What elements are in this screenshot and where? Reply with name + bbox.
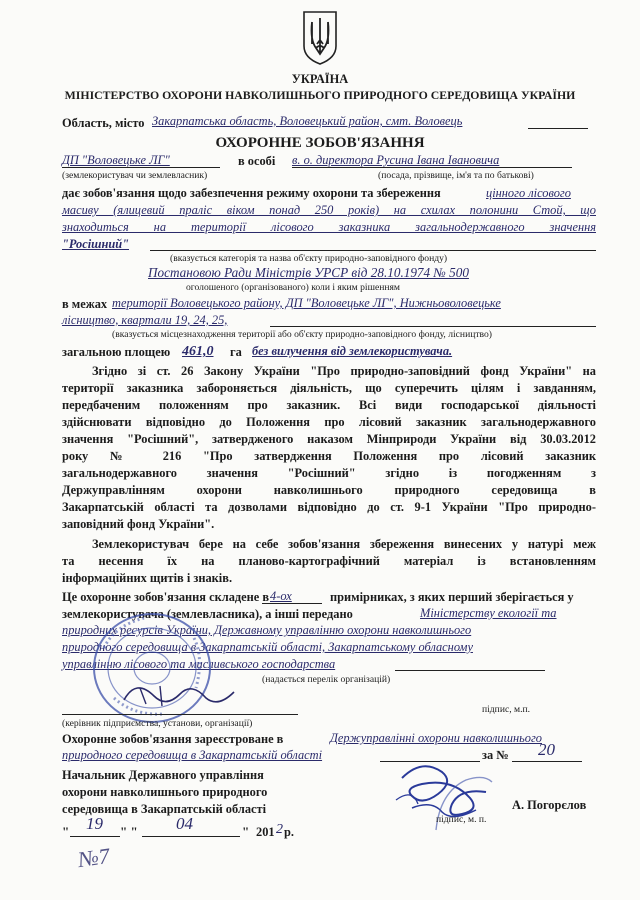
margin-note: №7 — [76, 842, 112, 873]
copies-count-underline — [262, 603, 322, 604]
registration-number-underline — [512, 761, 582, 762]
land-user-underline — [62, 167, 220, 168]
body-p1-line: Згідно зі ст. 26 Закону України "Про природно-заповідний фонд України" на — [92, 364, 596, 378]
date-year-prefix: 201 — [256, 825, 275, 839]
registration-value-line1: Держуправлінні охорони навколишнього — [330, 731, 542, 745]
date-day: 19 — [86, 814, 103, 833]
land-user-hint: (землекористувач чи землевласник) — [62, 170, 208, 181]
region-underline — [528, 128, 588, 129]
body-p1-line: року № 216 "Про затвердження Положення про лісовий заказник — [62, 449, 596, 463]
body-p1-line: передбаченим положенням про заказник. Всі види господарської діяльності — [62, 398, 596, 412]
date-month: 04 — [176, 814, 193, 833]
registration-number-value: 20 — [538, 740, 555, 759]
recipients-line3: природного середовища в Закарпатській області, Закарпатському обласному — [62, 640, 473, 654]
body-p1-line: здійснювати відповідно до Положення про лісовий заказник загальнодержавного — [62, 415, 596, 429]
recipients-hint: (надається перелік організацій) — [262, 674, 391, 685]
body-p2-line: Землекористувач бере на себе зобов'язання збереження винесених у натурі меж — [92, 537, 596, 551]
registration-number-label: за № — [482, 748, 509, 762]
location-prefix: в межах — [62, 297, 108, 311]
ministry-heading: МІНІСТЕРСТВО ОХОРОНИ НАВКОЛИШНЬОГО ПРИРОДНОГО СЕРЕДОВИЩА УКРАЇНИ — [64, 88, 576, 102]
body-p1-line: загальнодержавного значення "Росішний" згідно із погодженням з — [62, 466, 596, 480]
decree-value: Постановою Ради Міністрів УРСР від 28.10.1974 № 500 — [148, 265, 469, 280]
region-label: Область, місто — [62, 116, 145, 130]
recipients-line1: Міністерству екології та — [420, 606, 557, 620]
body-p1-line: території заказника забороняється діяльність, що суперечить цілям і завданням, — [62, 381, 596, 395]
land-user-value: ДП "Воловецьке ЛГ" — [62, 153, 170, 167]
copies-line2-prefix: землекористувача (землевласника), а інші передано — [62, 607, 353, 621]
area-note: без вилучення від землекористувача. — [252, 344, 453, 358]
object-value-line4: "Росішний" — [62, 237, 129, 251]
head-sign-hint: підпис, м. п. — [436, 814, 487, 825]
object-hint: (вказується категорія та назва об'єкту природно-заповідного фонду) — [170, 253, 448, 264]
director-sign-hint: підпис, м.п. — [482, 704, 531, 715]
in-person-label: в особі — [238, 154, 276, 168]
head-title-line2: охорони навколишнього природного — [62, 785, 268, 799]
date-close-quote: " — [242, 824, 250, 839]
body-p2-line: та несення їх на планово-картографічний матеріал із встановленням — [62, 554, 596, 568]
body-p1-line: заповідний фонд України". — [62, 517, 215, 531]
copies-prefix: Це охоронне зобов'язання складене в — [62, 590, 270, 604]
body-p2-line: інформаційних щитів і знаків. — [62, 571, 233, 585]
date-day-underline — [70, 836, 120, 837]
country-heading: УКРАЇНА — [291, 72, 349, 86]
obligation-line1-prefix: дає зобов'язання щодо забезпечення режиму охорони та збереження — [62, 186, 441, 200]
trident-emblem-icon — [300, 10, 340, 66]
body-p1-line: Держуправлінням охорони навколишнього природного середовища в — [62, 483, 596, 497]
person-value: в. о. директора Русина Івана Івановича — [292, 153, 500, 167]
body-p1-line: значення "Росішний", затвердженого наказом Мінприроди України від 30.03.2012 — [62, 432, 596, 446]
head-title-line1: Начальник Державного управління — [62, 768, 264, 782]
director-org-hint: (керівник підприємства, установи, організації) — [62, 718, 253, 729]
area-value: 461,0 — [182, 344, 214, 359]
object-underline — [150, 250, 596, 251]
region-value: Закарпатська область, Воловецький район, смт. Воловець — [152, 114, 463, 128]
date-open-quote: " — [62, 824, 70, 839]
location-value-line1: території Воловецького району, ДП "Воловецьке ЛГ", Нижньоволовецьке — [112, 296, 501, 310]
head-name: А. Погорєлов — [512, 798, 587, 812]
copies-count: 4-ох — [270, 589, 292, 603]
area-label: загальною площею — [62, 345, 171, 359]
location-underline — [270, 326, 596, 327]
location-value-line2: лісництво, квартали 19, 24, 25, — [62, 313, 228, 327]
round-stamp-icon — [84, 608, 252, 726]
recipients-line2: природних ресурсів України, Державному управлінню охорони навколишнього — [62, 623, 472, 637]
head-title-line3: середовища в Закарпатській області — [62, 802, 267, 816]
document-title: ОХОРОННЕ ЗОБОВ'ЯЗАННЯ — [215, 135, 425, 151]
date-year-digit: 2 — [276, 822, 283, 837]
area-unit: га — [230, 345, 242, 359]
person-hint: (посада, прізвище, ім'я та по батькові) — [378, 170, 534, 181]
person-underline — [292, 167, 572, 168]
object-value-line2: масиву (ялицевий праліс віком понад 250 років) на схилах полонини Стой, що — [62, 203, 596, 217]
body-p1-line: Закарпатській області та дозволами відповідно до ст. 9-1 України "Про природно- — [62, 500, 596, 514]
date-year-suffix: р. — [284, 825, 294, 839]
copies-suffix: примірниках, з яких перший зберігається у — [330, 590, 574, 604]
decree-hint: оголошеного (організованого) коли і яким рішенням — [186, 282, 400, 293]
location-hint: (вказується місцезнаходження території або об'єкту природно-заповідного фонду, лісництво) — [112, 329, 492, 340]
object-value-line1: цінного лісового — [486, 186, 571, 200]
recipients-line4: управлінню лісового та мисливського господарства — [62, 657, 336, 671]
director-signature-line — [62, 714, 298, 715]
recipients-underline — [395, 670, 545, 671]
registration-prefix: Охоронне зобов'язання зареєстроване в — [62, 732, 284, 746]
registration-value-line2: природного середовища в Закарпатській області — [62, 748, 323, 762]
date-month-underline — [142, 836, 240, 837]
date-mid-quote: " " — [120, 824, 138, 839]
object-value-line3: знаходиться на території лісового заказника загальнодержавного значення — [62, 220, 596, 234]
